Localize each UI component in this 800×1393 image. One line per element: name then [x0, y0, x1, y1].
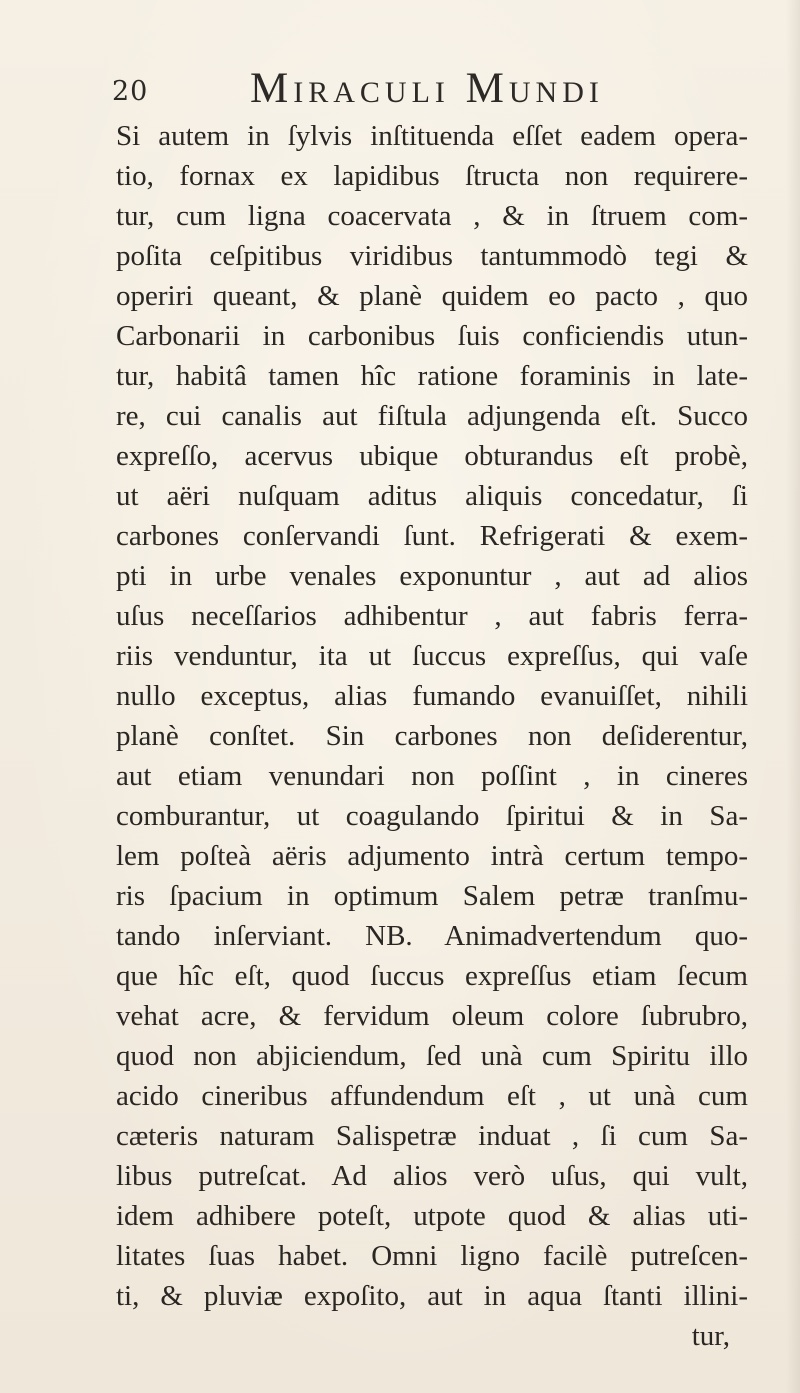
text-line: tur, cum ligna coacervata , & in ſtruem com-	[116, 200, 748, 232]
text-line: vehat acre, & fervidum oleum colore ſubrubro,	[116, 1000, 748, 1032]
text-line: uſus neceſſarios adhibentur , aut fabris ferra-	[116, 600, 748, 632]
page-number: 20	[112, 76, 149, 107]
text-line: ut aëri nuſquam aditus aliquis concedatur, ſi	[116, 480, 748, 512]
text-line: pti in urbe venales exponuntur , aut ad alios	[116, 560, 748, 592]
text-line: nullo exceptus, alias fumando evanuiſſet, nihili	[116, 680, 748, 712]
running-head	[112, 64, 732, 114]
text-line: litates ſuas habet. Omni ligno facilè putreſcen-	[116, 1240, 748, 1272]
text-line: quod non abjiciendum, ſed unà cum Spiritu illo	[116, 1040, 748, 1072]
text-line: ti, & pluviæ expoſito, aut in aqua ſtanti illini-	[116, 1280, 748, 1312]
text-line: planè conſtet. Sin carbones non deſiderentur,	[116, 720, 748, 752]
text-line: tando inſerviant. NB. Animadvertendum quo-	[116, 920, 748, 952]
running-head-title: Miraculi Mundi	[250, 65, 604, 112]
text-line: operiri queant, & planè quidem eo pacto , quo	[116, 280, 748, 312]
text-line: Si autem in ſylvis inſtituenda eſſet eadem opera-	[116, 120, 748, 152]
text-line: acido cineribus affundendum eſt , ut unà cum	[116, 1080, 748, 1112]
text-line: tio, fornax ex lapidibus ſtructa non requirere-	[116, 160, 748, 192]
page-edge-shadow	[786, 0, 800, 1393]
text-line: ris ſpacium in optimum Salem petræ tranſmu-	[116, 880, 748, 912]
text-line: aut etiam venundari non poſſint , in cineres	[116, 760, 748, 792]
catchword: tur,	[691, 1320, 730, 1352]
text-line: libus putreſcat. Ad alios verò uſus, qui vult,	[116, 1160, 748, 1192]
text-line: re, cui canalis aut fiſtula adjungenda eſt. Succo	[116, 400, 748, 432]
text-line: cæteris naturam Salispetræ induat , ſi cum Sa-	[116, 1120, 748, 1152]
text-line: carbones conſervandi ſunt. Refrigerati & exem-	[116, 520, 748, 552]
text-line: lem poſteà aëris adjumento intrà certum tempo-	[116, 840, 748, 872]
text-line: idem adhibere poteſt, utpote quod & alias uti-	[116, 1200, 748, 1232]
text-line: Carbonarii in carbonibus ſuis conficiendis utun-	[116, 320, 748, 352]
text-line: tur, habitâ tamen hîc ratione foraminis in late-	[116, 360, 748, 392]
text-line: que hîc eſt, quod ſuccus expreſſus etiam ſecum	[116, 960, 748, 992]
text-line: comburantur, ut coagulando ſpiritui & in Sa-	[116, 800, 748, 832]
text-line: poſita ceſpitibus viridibus tantummodò tegi &	[116, 240, 748, 272]
text-line: expreſſo, acervus ubique obturandus eſt probè,	[116, 440, 748, 472]
text-line: riis venduntur, ita ut ſuccus expreſſus, qui vaſe	[116, 640, 748, 672]
